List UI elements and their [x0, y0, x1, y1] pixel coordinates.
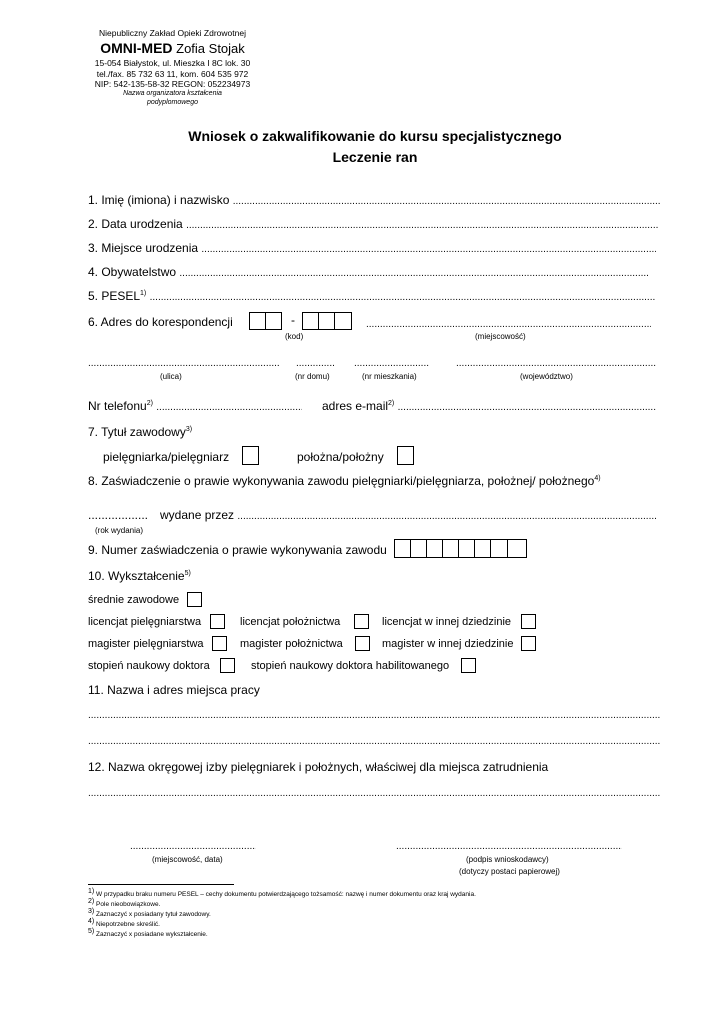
edu-ba-nursing-label: licencjat pielęgniarstwa — [88, 616, 202, 628]
license-issuer-input[interactable] — [237, 511, 657, 522]
form-subtitle: Leczenie ran — [332, 149, 418, 165]
org-caption-2: podyplomowego — [147, 98, 198, 106]
postcode-cell[interactable] — [265, 312, 282, 330]
edu-ba-other-checkbox[interactable] — [521, 614, 536, 629]
edu-phd-checkbox[interactable] — [220, 658, 235, 673]
license-issued-by — [160, 508, 657, 522]
field-email-input[interactable] — [398, 402, 656, 413]
city-caption: (miejscowość) — [475, 332, 526, 341]
edu-ba-midwifery-checkbox[interactable] — [354, 614, 369, 629]
org-caption-1: Nazwa organizatora kształcenia — [123, 90, 222, 97]
license-issued-label: wydane przez — [160, 508, 235, 522]
organizer-header — [60, 28, 285, 108]
edu-phd-label: stopień naukowy doktora — [88, 660, 210, 672]
edu-ba-midwifery-label: licencjat położnictwa — [240, 616, 341, 628]
footnote-text: W przypadku braku numeru PESEL – cechy dokumentu potwierdzającego tożsamość: nazwę i numer dokumentu oraz kraj wydania. — [96, 891, 476, 899]
field-citizenship — [88, 265, 649, 279]
footnote-text: Pole nieobowiązkowe. — [96, 901, 161, 909]
field-name-label: 1. Imię (imiona) i nazwisko — [88, 193, 230, 207]
edu-ma-other-label: magister w innej dziedzinie — [382, 638, 514, 650]
footnote-mark: 3) — [88, 908, 95, 915]
org-name-bold: OMNI-MED — [100, 39, 173, 56]
field-education — [88, 569, 191, 583]
field-license — [88, 474, 601, 488]
license-number-cell[interactable] — [394, 539, 411, 558]
field-license-number-label: 9. Numer zaświadczenia o prawie wykonywania zawodu — [88, 543, 387, 557]
field-license-label: 8. Zaświadczenie o prawie wykonywania zawodu pielęgniarki/pielęgniarza, położnej/ położnego — [88, 474, 595, 488]
edu-ba-other-label: licencjat w innej dziedzinie — [382, 616, 512, 628]
postcode-caption: (kod) — [285, 332, 304, 341]
apartment-number-caption: (nr mieszkania) — [362, 372, 417, 381]
postcode-cell[interactable] — [334, 312, 352, 330]
chamber-input[interactable] — [88, 785, 661, 799]
org-ids: NIP: 542-135-58-32 REGON: 052234973 — [94, 79, 251, 90]
house-number-caption: (nr domu) — [295, 372, 330, 381]
postcode-cell[interactable] — [249, 312, 266, 330]
voivodeship-input[interactable] — [456, 355, 656, 369]
footnote-text: Zaznaczyć x posiadane wykształcenie. — [96, 931, 208, 939]
field-title-label: 7. Tytuł zawodowy — [88, 425, 186, 439]
edu-ma-other-checkbox[interactable] — [521, 636, 536, 651]
checkbox-nurse[interactable] — [242, 446, 259, 465]
footnote-mark: 5) — [88, 928, 95, 935]
license-number-cell[interactable] — [410, 539, 427, 558]
signature-caption-note: (dotyczy postaci papierowej) — [459, 867, 560, 876]
org-address: 15-054 Białystok, ul. Mieszka I 8C lok. 30 — [94, 58, 251, 69]
form-title: Wniosek o zakwalifikowanie do kursu specjalistycznego — [188, 128, 562, 144]
edu-habilitation-checkbox[interactable] — [461, 658, 476, 673]
footnote-4 — [88, 918, 160, 928]
footnote-mark: 1) — [88, 888, 95, 895]
edu-ma-nursing-checkbox[interactable] — [212, 636, 227, 651]
footnote-ref: 2) — [388, 400, 395, 407]
field-email — [322, 399, 656, 413]
org-name-rest: Zofia Stojak — [176, 40, 245, 56]
footnote-ref: 3) — [185, 426, 193, 433]
field-birthdate-label: 2. Data urodzenia — [88, 217, 183, 231]
house-number-input[interactable] — [296, 355, 334, 369]
signature-input[interactable] — [396, 838, 622, 852]
license-year-caption: (rok wydania) — [95, 526, 144, 535]
field-pesel-label: 5. PESEL — [88, 289, 141, 303]
field-chamber-label: 12. Nazwa okręgowej izby pielęgniarek i położnych, właściwej dla miejsca zatrudnienia — [88, 760, 549, 774]
edu-ma-nursing-label: magister pielęgniarstwa — [88, 638, 204, 650]
license-number-cell[interactable] — [490, 539, 508, 558]
edu-secondary-checkbox[interactable] — [187, 592, 202, 607]
postcode-cell[interactable] — [302, 312, 319, 330]
field-pesel — [88, 289, 655, 303]
org-name — [60, 40, 285, 58]
field-pesel-input[interactable] — [150, 292, 655, 303]
field-email-label: adres e-mail — [322, 399, 389, 413]
workplace-input-1[interactable] — [88, 707, 661, 721]
footnote-1 — [88, 888, 476, 898]
field-education-label: 10. Wykształcenie — [88, 569, 185, 583]
edu-habilitation-label: stopień naukowy doktora habilitowanego — [251, 660, 450, 672]
footnote-ref: 2) — [146, 400, 153, 407]
field-birthplace-label: 3. Miejsce urodzenia — [88, 241, 199, 255]
license-number-cell[interactable] — [474, 539, 491, 558]
title-option-nurse: pielęgniarka/pielęgniarz — [103, 450, 230, 464]
apartment-number-input[interactable] — [354, 355, 429, 369]
field-name-input[interactable] — [233, 196, 661, 207]
footnote-ref: 5) — [184, 570, 191, 577]
checkbox-midwife[interactable] — [397, 446, 414, 465]
license-number-cell[interactable] — [426, 539, 443, 558]
field-citizenship-label: 4. Obywatelstwo — [88, 265, 177, 279]
footnote-5 — [88, 928, 208, 938]
field-phone-label: Nr telefonu — [88, 399, 147, 413]
city-input[interactable] — [366, 316, 651, 330]
footnote-text: Niepotrzebne skreślić. — [96, 921, 160, 929]
footnote-3 — [88, 908, 211, 918]
footnote-mark: 2) — [88, 898, 95, 905]
field-phone — [88, 399, 302, 413]
footnote-ref: 4) — [594, 475, 601, 482]
field-name — [88, 193, 661, 207]
field-phone-input[interactable] — [156, 402, 302, 413]
license-number-cell[interactable] — [442, 539, 459, 558]
title-option-midwife: położna/położny — [297, 450, 384, 464]
edu-secondary-label: średnie zawodowe — [88, 594, 180, 606]
street-caption: (ulica) — [160, 372, 182, 381]
footnote-ref: 1) — [140, 290, 147, 297]
license-number-cell[interactable] — [507, 539, 527, 558]
footnote-separator — [88, 884, 234, 885]
edu-ba-nursing-checkbox[interactable] — [210, 614, 225, 629]
field-birthdate-input[interactable] — [186, 220, 658, 231]
org-type: Niepubliczny Zakład Opieki Zdrowotnej — [99, 28, 246, 38]
field-address-label: 6. Adres do korespondencji — [88, 315, 233, 329]
postcode-dash: - — [291, 313, 295, 327]
postcode-cell[interactable] — [318, 312, 335, 330]
footnote-mark: 4) — [88, 918, 95, 925]
field-birthdate — [88, 217, 658, 231]
workplace-input-2[interactable] — [88, 733, 661, 747]
place-date-caption: (miejscowość, data) — [152, 855, 223, 864]
signature-caption: (podpis wnioskodawcy) — [466, 855, 549, 864]
edu-ma-midwifery-label: magister położnictwa — [240, 638, 343, 650]
place-date-input[interactable] — [130, 838, 256, 852]
voivodeship-caption: (województwo) — [520, 372, 573, 381]
field-workplace-label: 11. Nazwa i adres miejsca pracy — [88, 683, 260, 697]
field-birthplace — [88, 241, 656, 255]
field-birthplace-input[interactable] — [201, 244, 656, 255]
footnote-text: Zaznaczyć x posiadany tytuł zawodowy. — [96, 911, 211, 919]
street-input[interactable] — [88, 355, 280, 369]
license-year-input[interactable]: .................. — [88, 508, 149, 522]
field-citizenship-input[interactable] — [179, 268, 649, 279]
org-phone: tel./fax. 85 732 63 11, kom. 604 535 972 — [96, 68, 249, 79]
edu-ma-midwifery-checkbox[interactable] — [355, 636, 370, 651]
field-title — [88, 425, 192, 439]
footnote-2 — [88, 898, 160, 908]
license-number-cell[interactable] — [458, 539, 475, 558]
